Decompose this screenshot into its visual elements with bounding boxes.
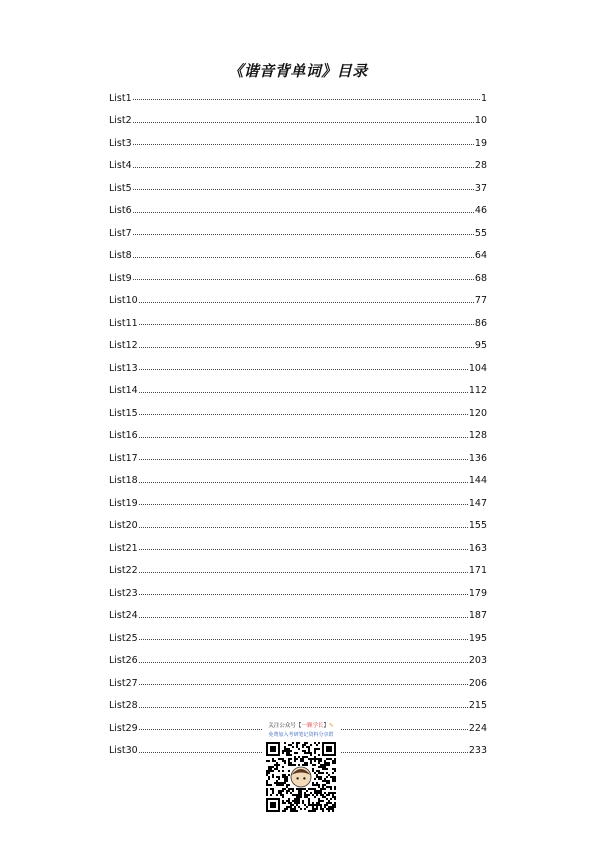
toc-entry-page: 187 bbox=[468, 610, 487, 621]
toc-entry-page: 95 bbox=[474, 340, 487, 351]
toc-entry[interactable] bbox=[109, 200, 487, 223]
toc-entry-page: 19 bbox=[474, 137, 487, 149]
toc-entry-label: List28 bbox=[109, 700, 138, 711]
toc-entry[interactable] bbox=[109, 515, 487, 538]
toc-entry-page: 112 bbox=[468, 385, 487, 396]
toc-entry[interactable] bbox=[109, 447, 487, 470]
toc-entry[interactable] bbox=[109, 87, 487, 110]
toc-entry-label: List15 bbox=[109, 407, 138, 419]
promo-line-2: 免费加入考研笔记资料分享群 bbox=[268, 732, 334, 738]
toc-entry-label: List10 bbox=[109, 295, 138, 306]
toc-entry[interactable] bbox=[109, 402, 487, 425]
toc-entry-page: 179 bbox=[468, 587, 487, 599]
toc-entry[interactable] bbox=[109, 537, 487, 560]
toc-entry-label: List27 bbox=[109, 677, 138, 689]
dot-leader bbox=[139, 458, 468, 460]
toc-entry[interactable] bbox=[109, 335, 487, 358]
toc-entry-page: 128 bbox=[468, 430, 487, 441]
toc-entry-label: List14 bbox=[109, 385, 138, 396]
toc-entry-page: 147 bbox=[468, 497, 487, 509]
toc-entry[interactable] bbox=[109, 380, 487, 403]
dot-leader bbox=[139, 391, 468, 393]
dot-leader bbox=[139, 436, 468, 438]
toc-entry-page: 120 bbox=[468, 407, 487, 419]
dot-leader bbox=[139, 548, 468, 550]
toc-entry-page: 28 bbox=[474, 160, 487, 171]
toc-entry-label: List19 bbox=[109, 497, 138, 509]
dot-leader bbox=[139, 413, 468, 415]
dot-leader bbox=[133, 121, 474, 123]
toc-entry-label: List30 bbox=[109, 745, 138, 756]
toc-entry[interactable] bbox=[109, 672, 487, 695]
toc-entry-label: List17 bbox=[109, 452, 138, 464]
toc-entry-label: List7 bbox=[109, 227, 132, 239]
dot-leader bbox=[133, 233, 474, 235]
dot-leader bbox=[139, 481, 468, 483]
dot-leader bbox=[133, 256, 474, 258]
toc-entry[interactable] bbox=[109, 132, 487, 155]
toc-entry-label: List8 bbox=[109, 250, 132, 261]
toc-entry-page: 77 bbox=[474, 295, 487, 306]
toc-entry-page: 37 bbox=[474, 182, 487, 194]
toc-entry-label: List21 bbox=[109, 542, 138, 554]
toc-entry-label: List16 bbox=[109, 430, 138, 441]
qr-promo bbox=[262, 720, 340, 812]
toc-entry-label: List22 bbox=[109, 565, 138, 576]
toc-entry-page: 136 bbox=[468, 452, 487, 464]
toc-entry[interactable] bbox=[109, 267, 487, 290]
toc-entry-label: List12 bbox=[109, 340, 138, 351]
toc-entry-page: 68 bbox=[474, 272, 487, 284]
dot-leader bbox=[133, 211, 474, 213]
dot-leader bbox=[139, 638, 468, 640]
toc-entry[interactable] bbox=[109, 155, 487, 178]
toc-entry-label: List24 bbox=[109, 610, 138, 621]
toc-entry[interactable] bbox=[109, 357, 487, 380]
toc-entry-label: List13 bbox=[109, 362, 138, 374]
dot-leader bbox=[139, 346, 474, 348]
dot-leader bbox=[139, 593, 468, 595]
toc-entry-label: List26 bbox=[109, 655, 138, 666]
toc-entry[interactable] bbox=[109, 650, 487, 673]
toc-entry-page: 203 bbox=[468, 655, 487, 666]
toc-entry[interactable] bbox=[109, 695, 487, 718]
toc-entry-page: 104 bbox=[468, 362, 487, 374]
toc-entry[interactable] bbox=[109, 425, 487, 448]
toc-entry[interactable] bbox=[109, 177, 487, 200]
dot-leader bbox=[139, 571, 468, 573]
toc-entry-label: List1 bbox=[109, 92, 132, 104]
toc-entry[interactable] bbox=[109, 110, 487, 133]
toc-entry-page: 86 bbox=[474, 317, 487, 329]
toc-entry-page: 10 bbox=[474, 115, 487, 126]
dot-leader bbox=[133, 278, 474, 280]
toc-entry[interactable] bbox=[109, 605, 487, 628]
toc-entry-label: List23 bbox=[109, 587, 138, 599]
toc-entry[interactable] bbox=[109, 470, 487, 493]
toc-entry-label: List25 bbox=[109, 632, 138, 644]
toc-entry-label: List5 bbox=[109, 182, 132, 194]
toc-entry-page: 195 bbox=[468, 632, 487, 644]
dot-leader bbox=[139, 526, 468, 528]
page-title: 《谐音背单词》目录 bbox=[228, 62, 368, 80]
toc-entry[interactable] bbox=[109, 290, 487, 313]
toc-entry[interactable] bbox=[109, 245, 487, 268]
dot-leader bbox=[139, 683, 468, 685]
toc-entry-page: 171 bbox=[468, 565, 487, 576]
toc-entry-page: 233 bbox=[468, 745, 487, 756]
toc-entry[interactable] bbox=[109, 222, 487, 245]
toc-entry-page: 224 bbox=[468, 722, 487, 734]
dot-leader bbox=[133, 188, 474, 190]
dot-leader bbox=[133, 143, 474, 145]
qr-code-icon[interactable] bbox=[266, 742, 336, 812]
toc-entry-label: List29 bbox=[109, 722, 138, 734]
toc-entry-label: List9 bbox=[109, 272, 132, 284]
toc-entry[interactable] bbox=[109, 582, 487, 605]
toc-entry-label: List11 bbox=[109, 317, 138, 329]
dot-leader bbox=[139, 616, 468, 618]
toc-entry-page: 46 bbox=[474, 205, 487, 216]
dot-leader bbox=[133, 98, 480, 100]
toc-entry-label: List2 bbox=[109, 115, 132, 126]
table-of-contents bbox=[109, 87, 487, 762]
dot-leader bbox=[139, 706, 468, 708]
toc-entry-page: 55 bbox=[474, 227, 487, 239]
toc-entry-label: List3 bbox=[109, 137, 132, 149]
dot-leader bbox=[139, 503, 468, 505]
dot-leader bbox=[133, 166, 474, 168]
toc-entry-page: 1 bbox=[480, 92, 487, 104]
toc-entry-label: List18 bbox=[109, 475, 138, 486]
toc-entry-page: 163 bbox=[468, 542, 487, 554]
dot-leader bbox=[139, 301, 474, 303]
toc-entry-page: 206 bbox=[468, 677, 487, 689]
promo-line-1: 关注公众号【一颗学长】✎ bbox=[268, 723, 334, 729]
toc-entry[interactable] bbox=[109, 312, 487, 335]
toc-entry[interactable] bbox=[109, 492, 487, 515]
dot-leader bbox=[139, 368, 468, 370]
toc-entry-label: List6 bbox=[109, 205, 132, 216]
dot-leader bbox=[139, 323, 474, 325]
toc-entry[interactable] bbox=[109, 560, 487, 583]
tag-icon: ✎ bbox=[328, 723, 334, 729]
toc-entry-page: 155 bbox=[468, 520, 487, 531]
toc-entry-label: List4 bbox=[109, 160, 132, 171]
toc-entry[interactable] bbox=[109, 627, 487, 650]
toc-entry-page: 144 bbox=[468, 475, 487, 486]
toc-entry-page: 215 bbox=[468, 700, 487, 711]
toc-entry-page: 64 bbox=[474, 250, 487, 261]
toc-entry-label: List20 bbox=[109, 520, 138, 531]
dot-leader bbox=[139, 661, 468, 663]
